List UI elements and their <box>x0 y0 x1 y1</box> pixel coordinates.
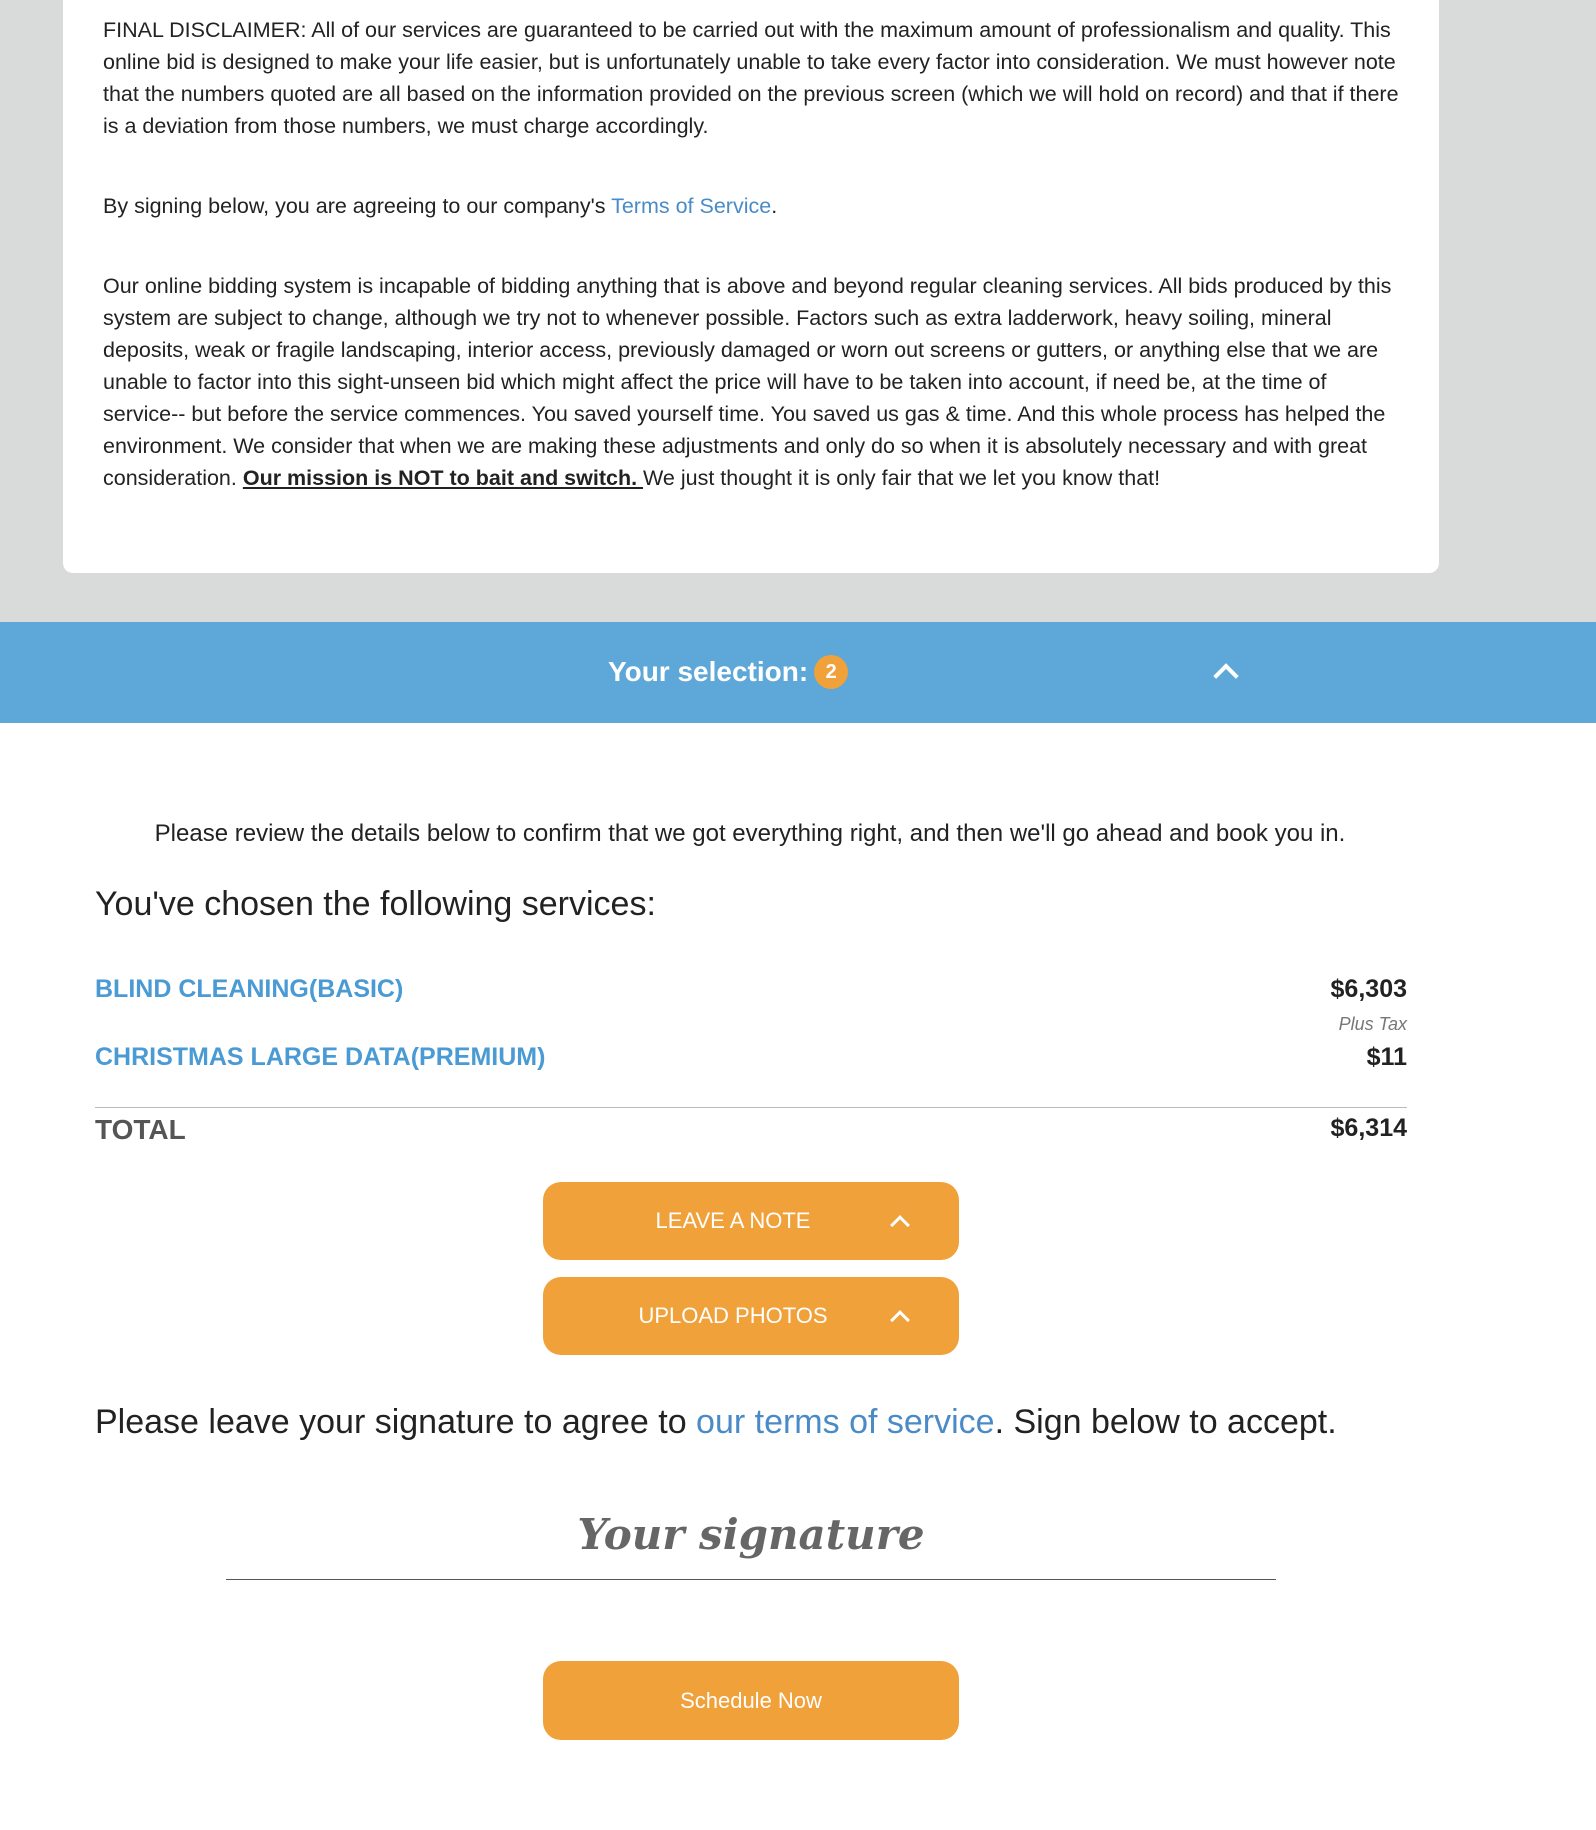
total-value: $6,314 <box>1330 1114 1407 1142</box>
disclaimer-card <box>63 0 1439 573</box>
signature-prompt-prefix: Please leave your signature to agree to <box>95 1403 697 1441</box>
selection-title-label: Your selection: <box>608 656 809 687</box>
leave-a-note-button[interactable] <box>543 1182 959 1260</box>
bidding-disclaimer-text <box>103 270 1399 494</box>
total-label: TOTAL <box>95 1114 186 1145</box>
terms-of-service-link-secondary[interactable]: our terms of service <box>696 1403 995 1441</box>
signature-line <box>226 1579 1276 1580</box>
selection-count-badge: 2 <box>814 655 848 689</box>
signing-suffix: . <box>771 194 778 218</box>
schedule-now-button[interactable]: Schedule Now <box>543 1661 959 1740</box>
signing-prefix: By signing below, you are agreeing to our company's <box>103 194 612 218</box>
selection-title <box>608 652 848 692</box>
services-heading: You've chosen the following services: <box>95 885 656 923</box>
signature-prompt-suffix: . Sign below to accept. <box>994 1403 1337 1441</box>
final-disclaimer-text: FINAL DISCLAIMER: All of our services are guaranteed to be carried out with the maximum amount of professionalism and quality. This online bid is designed to make your life easier, but is unfortunately unable to take every factor into consideration. We must however note that the numbers quoted are all based on the information provided on the previous screen (which we will hold on record) and that if there is a deviation from those numbers, we must charge accordingly. <box>103 18 1399 138</box>
terms-of-service-link[interactable]: Terms of Service <box>611 194 772 218</box>
signing-agreement-text <box>103 190 1399 222</box>
bidding-text: Our online bidding system is incapable of bidding anything that is above and beyond regular cleaning services. All bids produced by this system are subject to change, although we try not to whenever possible. Factors such as extra ladderwork, heavy soiling, mineral deposits, weak or fragile landscaping, interior access, previously damaged or worn out screens or gutters, or anything else that we are unable to factor into this sight-unseen bid which might affect the price will have to be taken into account, if need be, at the time of service-- but before the service commences. You saved yourself time. You saved us gas & time. And this whole process has helped the environment. We consider that when we are making these adjustments and only do so when it is absolutely necessary and with great consideration. <box>103 274 1392 490</box>
review-instruction: Please review the details below to confirm that we got everything right, and then we'll go ahead and book you in. <box>154 820 1346 847</box>
your-selection-bar[interactable] <box>0 622 1596 723</box>
signature-pad[interactable]: Your signature <box>577 1510 925 1559</box>
service-name-blind-cleaning[interactable]: BLIND CLEANING(BASIC) <box>95 975 404 1003</box>
upload-photos-button[interactable] <box>543 1277 959 1355</box>
plus-tax-note: Plus Tax <box>1338 1014 1407 1034</box>
disclaimer-background <box>0 0 1596 622</box>
signature-prompt <box>95 1398 1337 1446</box>
service-name-christmas-large-data[interactable]: CHRISTMAS LARGE DATA(PREMIUM) <box>95 1043 546 1071</box>
service-price-blind-cleaning: $6,303 <box>1330 975 1407 1003</box>
upload-photos-label: UPLOAD PHOTOS <box>638 1303 828 1328</box>
total-divider <box>95 1107 1407 1108</box>
mission-statement: Our mission is NOT to bait and switch. <box>242 466 644 490</box>
leave-a-note-label: LEAVE A NOTE <box>655 1208 811 1233</box>
service-price-christmas-large-data: $11 <box>1366 1043 1407 1071</box>
closing-text: We just thought it is only fair that we let you know that! <box>643 466 1161 490</box>
